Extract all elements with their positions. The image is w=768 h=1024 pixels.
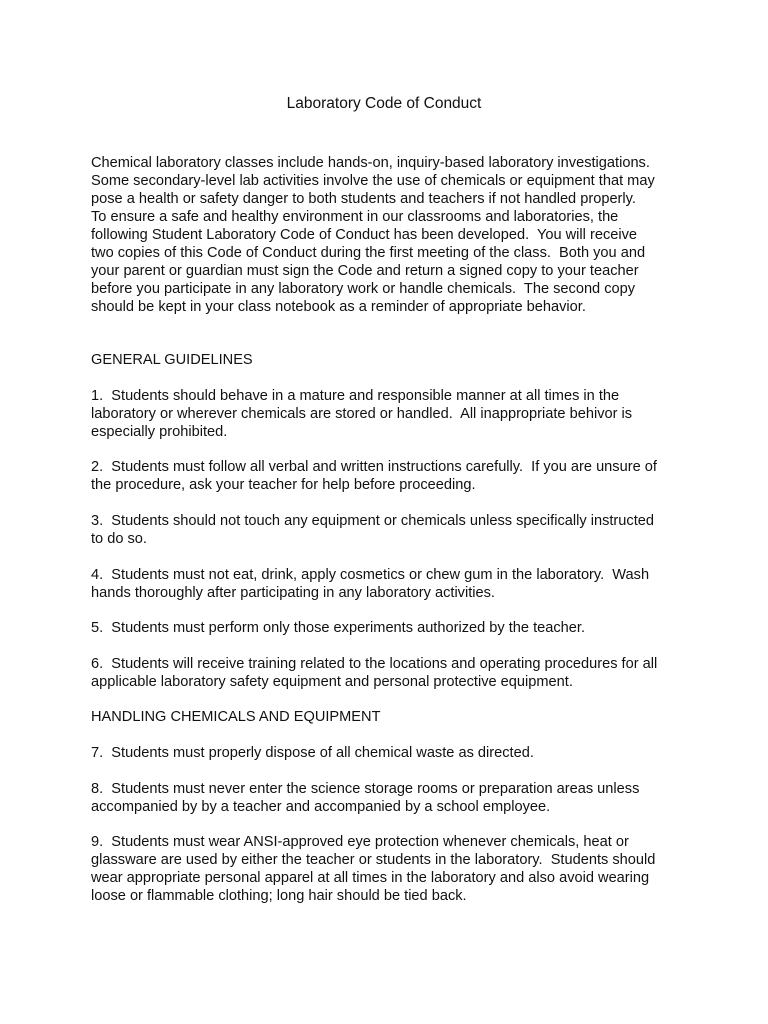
intro-line: should be kept in your class notebook as a reminder of appropriate behavior. xyxy=(91,299,586,315)
rule-2 xyxy=(91,458,691,494)
rule-9 xyxy=(91,833,691,905)
rule-line: hands thoroughly after participating in any laboratory activities. xyxy=(91,585,495,601)
intro-line: following Student Laboratory Code of Conduct has been developed. You will receive xyxy=(91,227,638,243)
rule-3 xyxy=(91,512,691,548)
rule-line: 3. Students should not touch any equipment or chemicals unless specifically instructed xyxy=(91,513,654,529)
rule-5 xyxy=(91,619,691,637)
intro-line: Some secondary-level lab activities involve the use of chemicals or equipment that may xyxy=(91,173,655,189)
rule-1 xyxy=(91,387,691,441)
rule-line: especially prohibited. xyxy=(91,424,228,440)
rule-8 xyxy=(91,780,691,816)
section-heading-general-guidelines: GENERAL GUIDELINES xyxy=(91,352,253,368)
rule-line: 1. Students should behave in a mature and responsible manner at all times in the xyxy=(91,388,620,404)
intro-line: pose a health or safety danger to both students and teachers if not handled properly. xyxy=(91,191,636,207)
rule-line: accompanied by by a teacher and accompanied by a school employee. xyxy=(91,799,551,815)
rule-line: 2. Students must follow all verbal and written instructions carefully. If you are unsure of xyxy=(91,459,657,475)
rule-6 xyxy=(91,655,691,691)
rule-line: glassware are used by either the teacher or students in the laboratory. Students should xyxy=(91,852,656,868)
rule-line: applicable laboratory safety equipment and personal protective equipment. xyxy=(91,674,573,690)
rule-line: the procedure, ask your teacher for help before proceeding. xyxy=(91,477,476,493)
rule-line: 7. Students must properly dispose of all chemical waste as directed. xyxy=(91,745,534,761)
page-title: Laboratory Code of Conduct xyxy=(286,95,482,112)
intro-paragraph xyxy=(91,154,691,316)
rule-7 xyxy=(91,744,691,762)
intro-line: Chemical laboratory classes include hands-on, inquiry-based laboratory investigations. xyxy=(91,155,650,171)
intro-line: before you participate in any laboratory work or handle chemicals. The second copy xyxy=(91,281,636,297)
rule-line: 5. Students must perform only those experiments authorized by the teacher. xyxy=(91,620,586,636)
rule-4 xyxy=(91,566,691,602)
rule-line: 9. Students must wear ANSI-approved eye protection whenever chemicals, heat or xyxy=(91,834,629,850)
rule-line: 6. Students will receive training related to the locations and operating procedures for all xyxy=(91,656,658,672)
section-heading-handling-chemicals: HANDLING CHEMICALS AND EQUIPMENT xyxy=(91,709,381,725)
intro-line: your parent or guardian must sign the Code and return a signed copy to your teacher xyxy=(91,263,639,279)
rule-line: laboratory or wherever chemicals are stored or handled. All inappropriate behivor is xyxy=(91,406,633,422)
rule-line: wear appropriate personal apparel at all times in the laboratory and also avoid wearing xyxy=(91,870,650,886)
rule-line: 4. Students must not eat, drink, apply cosmetics or chew gum in the laboratory. Wash xyxy=(91,567,650,583)
rule-line: loose or flammable clothing; long hair should be tied back. xyxy=(91,888,467,904)
rule-line: to do so. xyxy=(91,531,147,547)
intro-line: To ensure a safe and healthy environment in our classrooms and laboratories, the xyxy=(91,209,619,225)
intro-line: two copies of this Code of Conduct during the first meeting of the class. Both you and xyxy=(91,245,646,261)
rule-line: 8. Students must never enter the science storage rooms or preparation areas unless xyxy=(91,781,640,797)
